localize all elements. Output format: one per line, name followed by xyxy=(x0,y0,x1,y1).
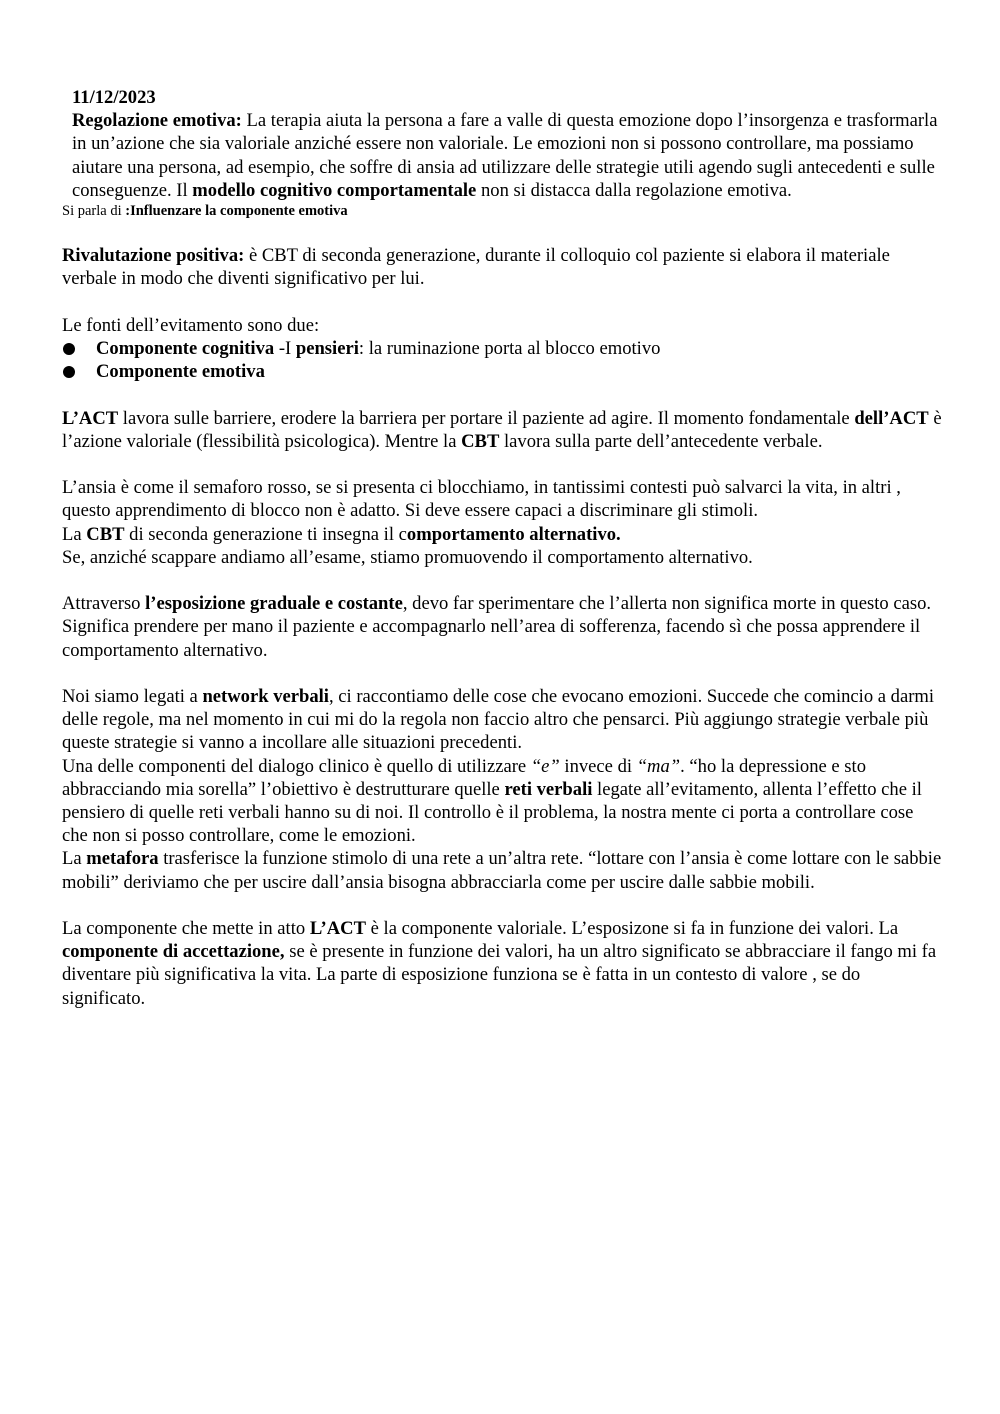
paragraph-text: lavora sulle barriere, erodere la barriera per portare il paziente ad agire. Il momento fondamentale xyxy=(118,407,855,429)
paragraph-text: La terapia aiuta la persona a fare a valle di questa emozione dopo l’insorgenza e trasformarla in un’azione che sia valoriale anziché essere non valoriale. Le emozioni non si possono controllare, ma possiamo aiutare una persona, ad esempio, che soffre di ansia ad utilizzare delle strategie utili agendo sugli antecedenti e sulle conseguenze. Il xyxy=(72,110,938,201)
paragraph-text: . “ho la depressione e sto abbracciando mia sorella” l’obiettivo è destrutturare quelle xyxy=(62,755,867,800)
bold-term: componente di accettazione, xyxy=(62,941,285,963)
bold-term: pensieri xyxy=(295,338,359,359)
bold-term: metafora xyxy=(86,848,159,870)
paragraph-text: Noi siamo legati a xyxy=(62,685,203,707)
bold-term: omportamento alternativo. xyxy=(406,523,621,545)
bold-term: network verbali xyxy=(202,685,329,707)
paragraph-text: trasferisce la funzione stimolo di una rete a un’altra rete. “lottare con l’ansia è come lottare con le sabbie mobili” deriviamo che per uscire dall’ansia bisogna abbracciarla come per uscire dalle sabbie mobili. xyxy=(62,848,942,893)
paragraph-spacer xyxy=(62,569,942,592)
bold-term: Componente cognitiva xyxy=(96,338,275,359)
paragraph-text: , ci raccontiamo delle cose che evocano emozioni. Succede che comincio a darmi delle regole, ma nel momento in cui mi do la regola non faccio altro che pensarci. Più aggiungo strategie verbale più queste strategie si vanno a incollare alle situazioni precedenti. xyxy=(62,685,935,754)
bold-term: Rivalutazione positiva: xyxy=(62,245,245,267)
italic-term: “e” xyxy=(530,755,560,777)
paragraph-text: -I xyxy=(274,338,296,359)
paragraph-text: non si distacca dalla regolazione emotiva. xyxy=(476,179,792,201)
bold-term: CBT xyxy=(461,430,500,452)
paragraph-rivalutazione-positiva xyxy=(62,244,942,290)
bullet-item-componente-emotiva xyxy=(62,360,942,383)
paragraph-text: lavora sulla parte dell’antecedente verbale. xyxy=(499,430,823,452)
paragraph-spacer xyxy=(62,453,942,476)
bullet-list xyxy=(62,337,942,383)
paragraph-text: legate all’evitamento, allenta l’effetto che il pensiero di quelle reti verbali hanno su di noi. Il controllo è il problema, la nostra mente ci porta a controllare cose che non si posso controllare, come le emozioni. xyxy=(62,778,922,847)
paragraph-text: La componente che mette in atto xyxy=(62,918,310,939)
bold-term: CBT xyxy=(86,523,125,545)
paragraph-text: La xyxy=(62,523,87,545)
paragraph-text: Si parla di xyxy=(62,203,126,220)
paragraph-text: : la ruminazione porta al blocco emotivo xyxy=(358,338,661,359)
paragraph-network-verbali xyxy=(62,685,942,755)
paragraph-fonti-evitamento: Le fonti dell’evitamento sono due: xyxy=(62,314,320,336)
paragraph-text: Attraverso xyxy=(62,593,146,615)
bold-term: Componente emotiva xyxy=(96,361,265,383)
paragraph-esame: Se, anziché scappare andiamo all’esame, stiamo promuovendo il comportamento alternativo. xyxy=(62,546,753,568)
paragraph-componente-valoriale xyxy=(62,917,942,1010)
paragraph-text: di seconda generazione ti insegna il c xyxy=(124,523,407,545)
paragraph-cbt-comportamento xyxy=(62,523,942,546)
paragraph-act xyxy=(62,407,942,453)
bullet-item-componente-cognitiva xyxy=(62,337,942,360)
paragraph-text: Una delle componenti del dialogo clinico è quello di utilizzare xyxy=(62,755,531,777)
paragraph-spacer xyxy=(62,894,942,917)
paragraph-text: invece di xyxy=(559,755,637,777)
bullet-icon xyxy=(63,366,75,378)
italic-term: “ma” xyxy=(636,755,681,777)
paragraph-regolazione-emotiva xyxy=(62,109,942,202)
bold-term: modello cognitivo comportamentale xyxy=(192,179,477,201)
document-body xyxy=(62,86,942,1010)
paragraph-si-parla-di xyxy=(62,202,942,221)
bold-term: Regolazione emotiva: xyxy=(72,110,242,132)
document-date: 11/12/2023 xyxy=(72,87,156,108)
paragraph-spacer xyxy=(62,221,942,244)
bold-term: reti verbali xyxy=(504,778,593,800)
bullet-icon xyxy=(63,343,75,355)
paragraph-text: se è presente in funzione dei valori, ha un altro significato se abbracciare il fango mi fa diventare più significativa la vita. La parte di esposizione funziona se è fatta in un contesto di valore , se do significato. xyxy=(62,941,937,1009)
paragraph-metafora xyxy=(62,847,942,893)
paragraph-spacer xyxy=(62,662,942,685)
paragraph-spacer xyxy=(62,291,942,314)
paragraph-text: , devo far sperimentare che l’allerta non significa morte in questo caso. Significa prendere per mano il paziente e accompagnarlo nell’area di sofferenza, facendo sì che possa apprendere il comportamento alternativo. xyxy=(62,593,932,661)
bold-term: L’ACT xyxy=(62,407,119,429)
bold-term: l’esposizione graduale e costante xyxy=(145,593,403,615)
paragraph-text: è CBT di seconda generazione, durante il colloquio col paziente si elabora il materiale verbale in modo che diventi significativo per lui. xyxy=(62,245,890,290)
paragraph-spacer xyxy=(62,383,942,406)
paragraph-esposizione xyxy=(62,592,942,662)
bold-term: :Influenzare la componente emotiva xyxy=(125,203,348,220)
paragraph-dialogo-clinico xyxy=(62,755,942,848)
paragraph-text: è l’azione valoriale (flessibilità psicologica). Mentre la xyxy=(62,407,942,452)
bold-term: dell’ACT xyxy=(854,407,929,429)
bold-term: L’ACT xyxy=(309,918,366,939)
paragraph-text: La xyxy=(62,848,87,870)
paragraph-text: è la componente valoriale. L’esposizone si fa in funzione dei valori. La xyxy=(365,918,899,939)
paragraph-ansia-semaforo: L’ansia è come il semaforo rosso, se si presenta ci blocchiamo, in tantissimi contesti può salvarci la vita, in altri , questo apprendimento di blocco non è adatto. Si deve essere capaci a discriminare gli stimoli. xyxy=(62,477,901,522)
